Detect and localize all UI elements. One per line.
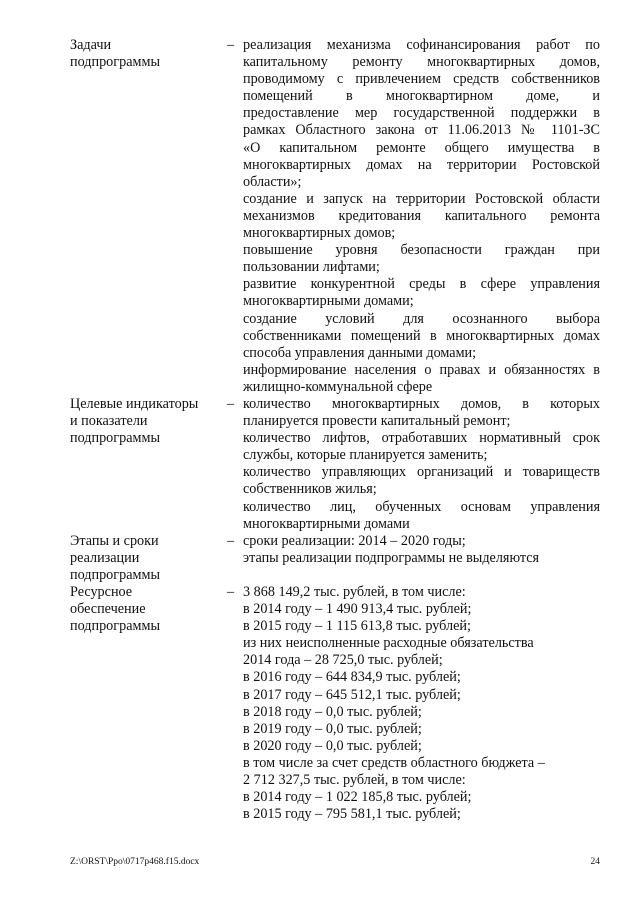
text-line: собственниками помещений в многоквартирных домах	[243, 327, 600, 344]
text-line: службы, которые планируется заменить;	[243, 447, 488, 464]
section-label-line: обеспечение	[70, 601, 146, 618]
section-text	[243, 396, 600, 533]
section-dash: –	[227, 37, 235, 53]
text-line: предоставление мер государственной поддержки в	[243, 105, 600, 122]
document-body	[70, 37, 600, 823]
text-line: планируется провести капитальный ремонт;	[243, 413, 511, 430]
text-line: в 2014 году – 1 022 185,8 тыс. рублей;	[243, 789, 472, 806]
section-dash: –	[227, 395, 235, 412]
section-label-line: и показатели	[70, 413, 148, 430]
text-line: 3 868 149,2 тыс. рублей, в том числе:	[243, 584, 466, 600]
section-label-line: подпрограммы	[70, 566, 160, 583]
text-line: сроки реализации: 2014 – 2020 годы;	[243, 532, 466, 549]
text-line: этапы реализации подпрограммы не выделяются	[243, 549, 540, 566]
text-line: создание условий для осознанного выбора	[243, 310, 600, 327]
text-line: капитальному ремонту многоквартирных домов,	[243, 54, 600, 71]
text-line: развитие конкурентной среды в сфере управления	[243, 276, 600, 293]
text-line: многоквартирных домах на территории Ростовской	[243, 156, 600, 173]
text-line: многоквартирными домами;	[243, 293, 414, 310]
text-line: в 2020 году – 0,0 тыс. рублей;	[243, 737, 422, 754]
passport-section	[70, 533, 600, 584]
text-line: в 2016 году – 644 834,9 тыс. рублей;	[243, 669, 461, 686]
section-text	[243, 37, 600, 396]
text-line: в 2019 году – 0,0 тыс. рублей;	[243, 720, 422, 737]
passport-section	[70, 37, 600, 396]
text-line: в 2015 году – 1 115 613,8 тыс. рублей;	[243, 618, 471, 635]
text-line: 2014 года – 28 725,0 тыс. рублей;	[243, 652, 443, 669]
section-label	[70, 396, 227, 533]
text-line: собственников жилья;	[243, 481, 377, 498]
text-line: в 2017 году – 645 512,1 тыс. рублей;	[243, 686, 461, 703]
text-line: способа управления данными домами;	[243, 344, 477, 361]
section-label-line: подпрограммы	[70, 618, 160, 635]
text-line: многоквартирных домов;	[243, 225, 396, 242]
text-line: создание и запуск на территории Ростовской области	[243, 190, 600, 207]
text-line: количество управляющих организаций и товариществ	[243, 464, 600, 481]
section-label	[70, 584, 227, 823]
passport-section	[70, 396, 600, 533]
section-label	[70, 37, 227, 396]
text-line: количество лиц, обученных основам управления	[243, 498, 600, 515]
section-text	[243, 584, 600, 823]
section-label-line: Целевые индикаторы	[70, 395, 199, 412]
text-line: повышение уровня безопасности граждан при	[243, 242, 600, 259]
section-label	[70, 533, 227, 584]
page-number: 24	[590, 857, 600, 867]
section-label-line: Этапы и сроки	[70, 532, 159, 549]
text-line: реализация механизма софинансирования работ по	[243, 37, 600, 53]
page-footer	[70, 856, 600, 868]
text-line: информирование населения о правах и обязанностях в	[243, 361, 600, 378]
text-line: в 2015 году – 795 581,1 тыс. рублей;	[243, 806, 461, 823]
text-line: помещений в многоквартирном доме, и	[243, 88, 600, 105]
section-label-line: Задачи	[70, 37, 112, 53]
file-path: Z:\ORST\Ppo\0717p468.f15.docx	[70, 857, 200, 867]
text-line: в том числе за счет средств областного бюджета –	[243, 754, 545, 771]
section-label-line: подпрограммы	[70, 54, 160, 71]
text-line: многоквартирными домами	[243, 515, 410, 532]
section-label-line: реализации	[70, 549, 140, 566]
section-label-line: подпрограммы	[70, 430, 160, 447]
text-line: «О капитальном ремонте общего имущества в	[243, 139, 600, 156]
section-dash: –	[227, 584, 235, 600]
text-line: проводимому с привлечением средств собственников	[243, 71, 600, 88]
text-line: 2 712 327,5 тыс. рублей, в том числе:	[243, 772, 466, 789]
passport-section	[70, 584, 600, 823]
text-line: количество многоквартирных домов, в которых	[243, 395, 600, 412]
text-line: в 2018 году – 0,0 тыс. рублей;	[243, 703, 422, 720]
text-line: рамках Областного закона от 11.06.2013 № 1101-ЗС	[243, 122, 600, 139]
text-line: области»;	[243, 173, 302, 190]
text-line: в 2014 году – 1 490 913,4 тыс. рублей;	[243, 601, 472, 618]
section-label-line: Ресурсное	[70, 584, 133, 600]
text-line: механизмов кредитования капитального ремонта	[243, 207, 600, 224]
text-line: пользовании лифтами;	[243, 259, 380, 276]
section-text	[243, 533, 600, 584]
text-line: жилищно-коммунальной сфере	[243, 378, 433, 395]
section-dash: –	[227, 532, 235, 549]
text-line: из них неисполненные расходные обязательства	[243, 635, 534, 652]
text-line: количество лифтов, отработавших нормативный срок	[243, 430, 600, 447]
